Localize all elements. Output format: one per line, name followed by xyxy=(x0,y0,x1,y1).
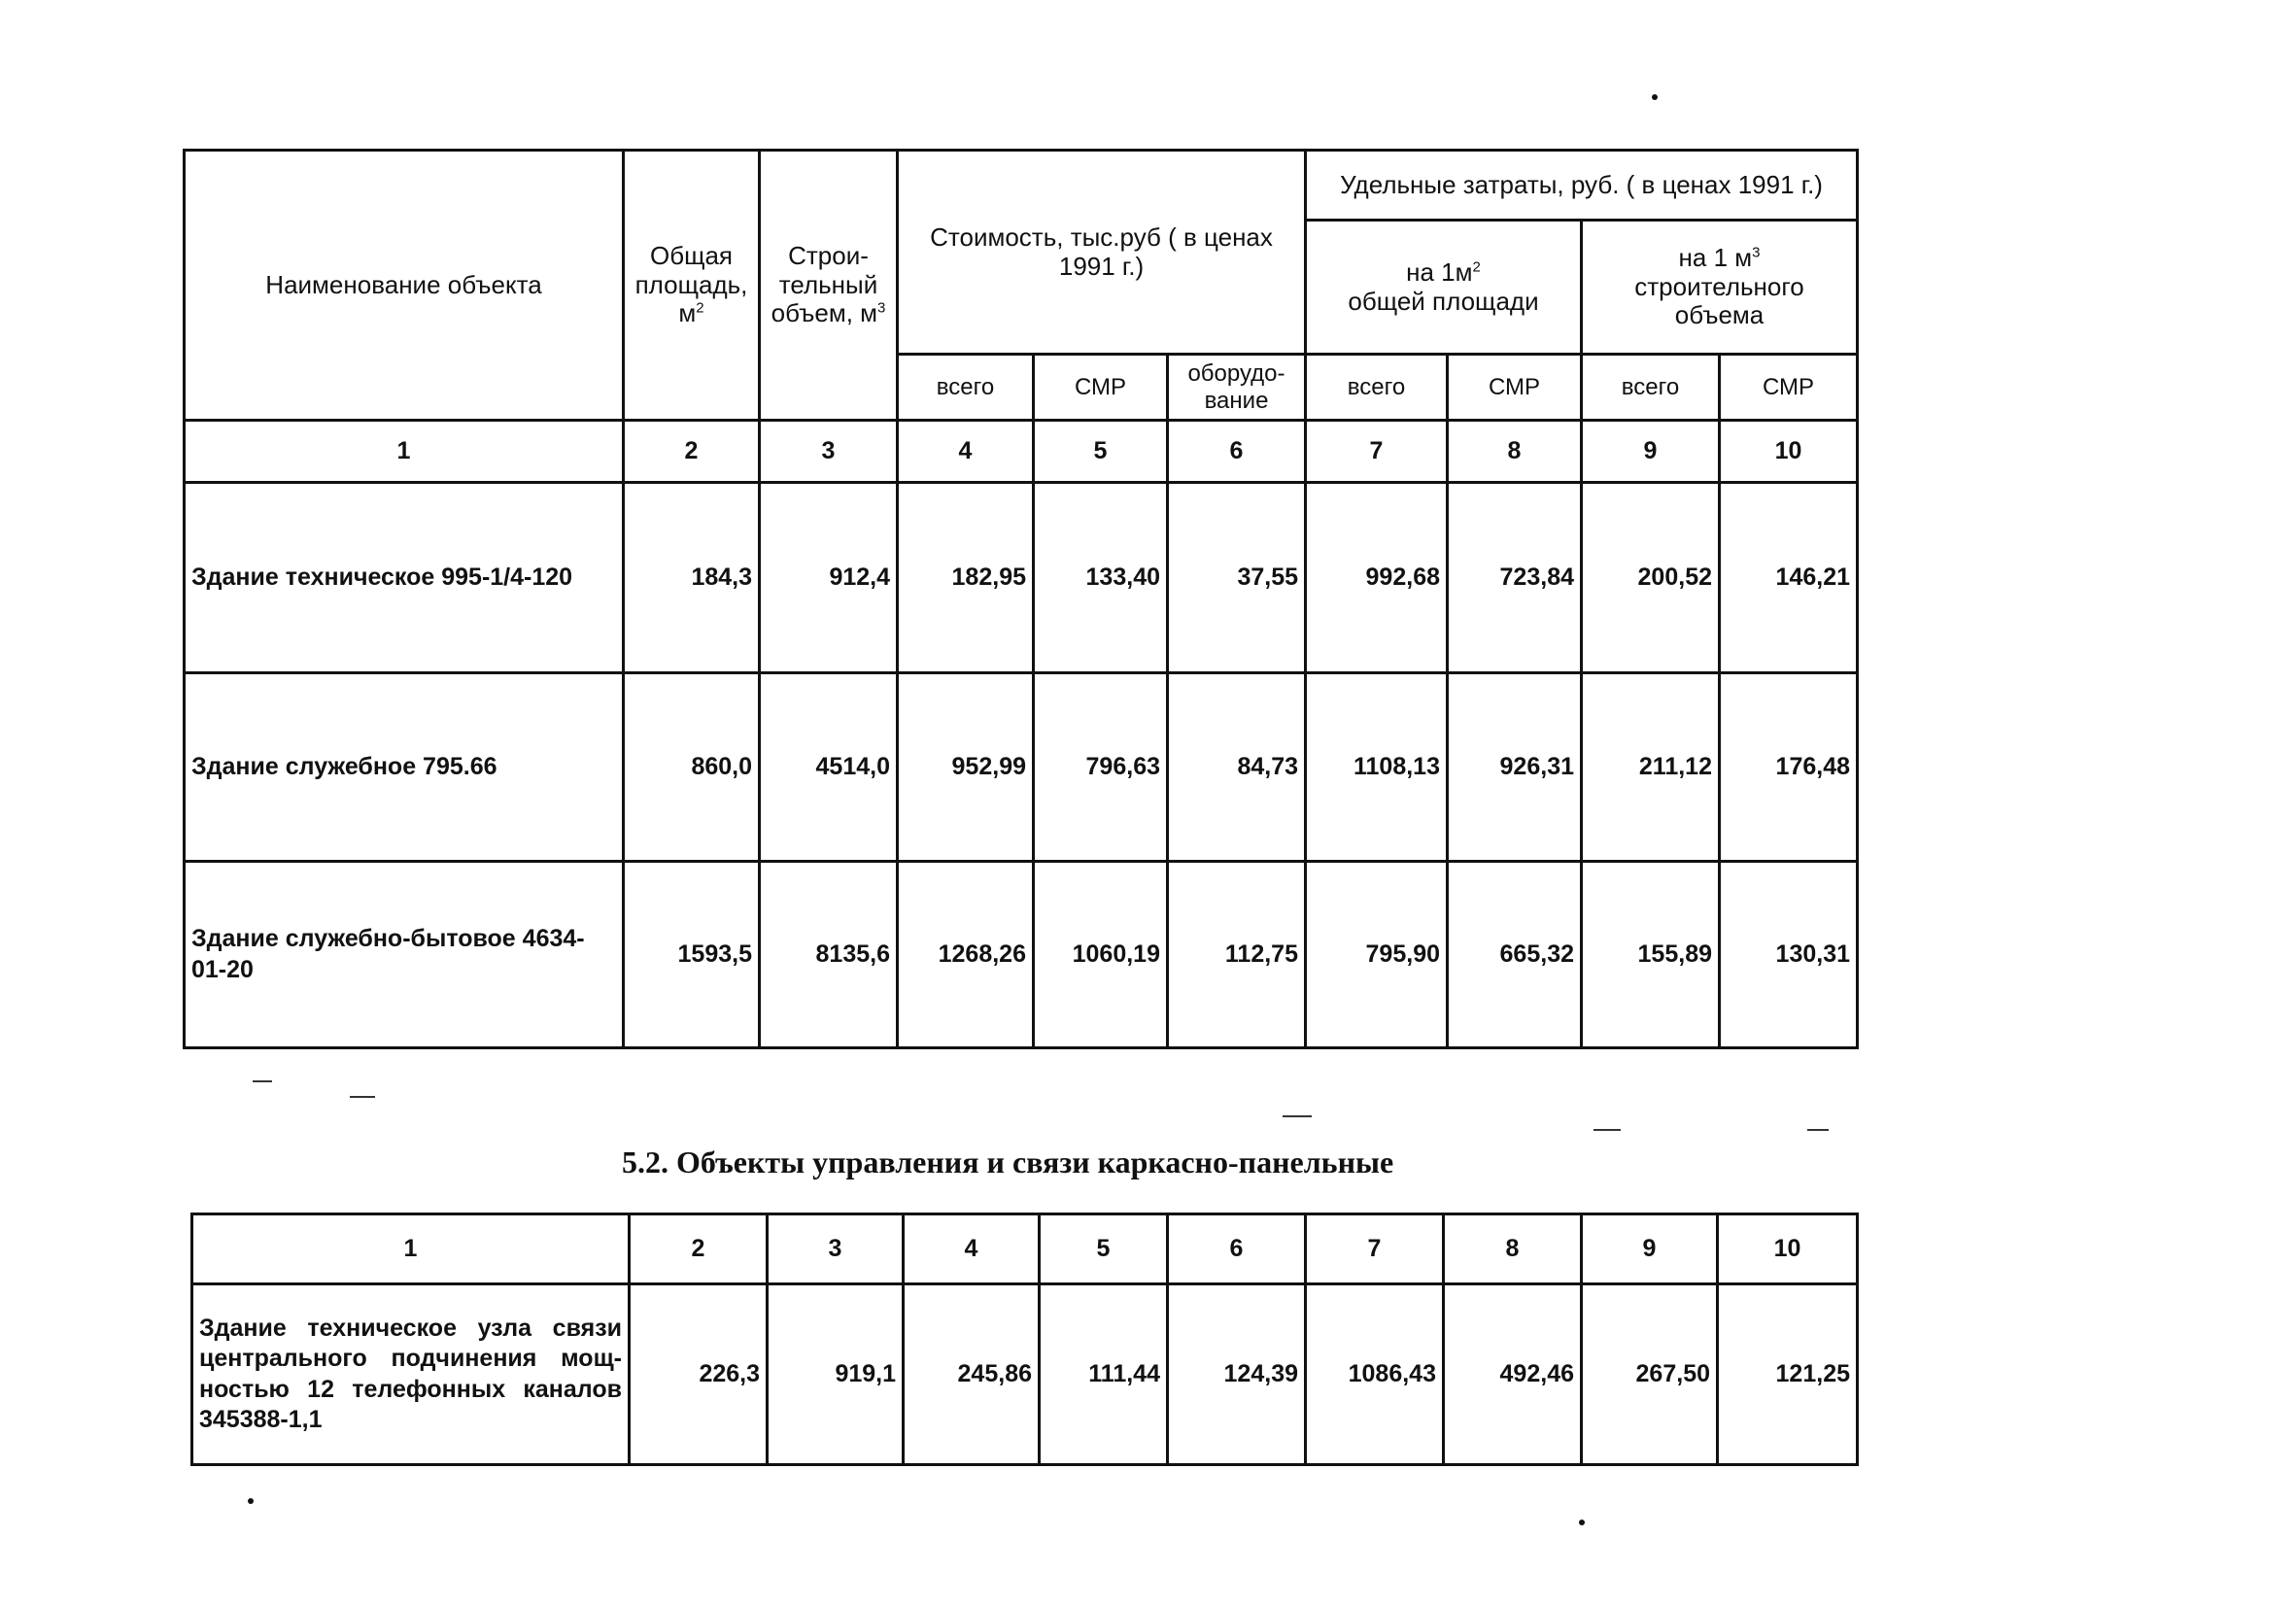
value-cell: 1593,5 xyxy=(624,862,760,1048)
value-cell: 919,1 xyxy=(768,1284,904,1465)
value-cell: 184,3 xyxy=(624,483,760,673)
col-number: 2 xyxy=(624,421,760,483)
column-number-row xyxy=(185,421,1858,483)
value-cell: 245,86 xyxy=(904,1284,1040,1465)
header-per-m3: на 1 $м^3$ строительного объема xyxy=(1582,221,1858,355)
col-number: 10 xyxy=(1720,421,1858,483)
sub-smr: СМР xyxy=(1720,355,1858,421)
scan-speck xyxy=(1579,1520,1585,1525)
value-cell: 952,99 xyxy=(898,673,1034,862)
scan-speck xyxy=(1283,1115,1312,1117)
scan-speck xyxy=(1807,1129,1829,1131)
object-name xyxy=(192,1284,630,1465)
scan-speck xyxy=(253,1080,272,1082)
value-cell: 111,44 xyxy=(1040,1284,1168,1465)
col-number: 5 xyxy=(1040,1214,1168,1284)
value-cell: 795,90 xyxy=(1306,862,1448,1048)
value-cell: 182,95 xyxy=(898,483,1034,673)
col-number: 3 xyxy=(768,1214,904,1284)
sub-total: всего xyxy=(898,355,1034,421)
value-cell: 37,55 xyxy=(1168,483,1306,673)
col-number: 6 xyxy=(1168,1214,1306,1284)
col-number: 6 xyxy=(1168,421,1306,483)
table-row xyxy=(185,862,1858,1048)
col-number: 7 xyxy=(1306,421,1448,483)
col-number: 9 xyxy=(1582,421,1720,483)
value-cell: 146,21 xyxy=(1720,483,1858,673)
sub-smr: СМР xyxy=(1448,355,1582,421)
value-cell: 4514,0 xyxy=(760,673,898,862)
header-unit-costs: Удельные затраты, руб. ( в ценах 1991 г.) xyxy=(1306,151,1858,221)
table-row xyxy=(185,673,1858,862)
value-cell: 133,40 xyxy=(1034,483,1168,673)
value-cell: 665,32 xyxy=(1448,862,1582,1048)
sub-total: всего xyxy=(1582,355,1720,421)
value-cell: 992,68 xyxy=(1306,483,1448,673)
cost-table xyxy=(183,149,1859,1049)
value-cell: 1268,26 xyxy=(898,862,1034,1048)
value-cell: 226,3 xyxy=(630,1284,768,1465)
value-cell: 211,12 xyxy=(1582,673,1720,862)
object-name: Здание техническое 995-1/4-120 xyxy=(185,483,624,673)
header-cost: Стоимость, тыс.руб ( в ценах 1991 г.) xyxy=(898,151,1306,355)
value-cell: 200,52 xyxy=(1582,483,1720,673)
value-cell: 796,63 xyxy=(1034,673,1168,862)
sub-equipment: оборудо-вание xyxy=(1168,355,1306,421)
col-number: 8 xyxy=(1448,421,1582,483)
sub-total: всего xyxy=(1306,355,1448,421)
scan-speck xyxy=(1593,1129,1621,1131)
value-cell: 926,31 xyxy=(1448,673,1582,862)
scan-speck xyxy=(248,1498,254,1504)
value-cell: 124,39 xyxy=(1168,1284,1306,1465)
value-cell: 492,46 xyxy=(1444,1284,1582,1465)
value-cell: 176,48 xyxy=(1720,673,1858,862)
scan-speck xyxy=(1652,94,1658,100)
scan-speck xyxy=(350,1096,375,1098)
value-cell: 155,89 xyxy=(1582,862,1720,1048)
column-number-row xyxy=(192,1214,1858,1284)
object-name-line: Здание техническое узла связи xyxy=(199,1315,622,1342)
col-number: 4 xyxy=(898,421,1034,483)
object-name-line: 345388-1,1 xyxy=(199,1405,323,1433)
cost-table-frame-panel xyxy=(190,1213,1859,1466)
col-number: 1 xyxy=(185,421,624,483)
col-number: 8 xyxy=(1444,1214,1582,1284)
value-cell: 912,4 xyxy=(760,483,898,673)
value-cell: 860,0 xyxy=(624,673,760,862)
value-cell: 1086,43 xyxy=(1306,1284,1444,1465)
table-row xyxy=(185,483,1858,673)
header-name: Наименование объекта xyxy=(185,151,624,421)
header-per-m2: на $1м^2$ общей площади xyxy=(1306,221,1582,355)
col-number: 1 xyxy=(192,1214,630,1284)
value-cell: 112,75 xyxy=(1168,862,1306,1048)
sub-smr: СМР xyxy=(1034,355,1168,421)
table-row xyxy=(192,1284,1858,1465)
header-volume: Строи-тельный объем, $м^3$ xyxy=(760,151,898,421)
value-cell: 1108,13 xyxy=(1306,673,1448,862)
object-name-line: центрального подчинения мощ- xyxy=(199,1345,622,1373)
section-title: 5.2. Объекты управления и связи каркасно-панельные xyxy=(622,1145,1394,1179)
col-number: 2 xyxy=(630,1214,768,1284)
value-cell: 723,84 xyxy=(1448,483,1582,673)
col-number: 10 xyxy=(1718,1214,1858,1284)
col-number: 7 xyxy=(1306,1214,1444,1284)
value-cell: 121,25 xyxy=(1718,1284,1858,1465)
value-cell: 1060,19 xyxy=(1034,862,1168,1048)
header-area: Общая площадь, $м^2$ xyxy=(624,151,760,421)
value-cell: 267,50 xyxy=(1582,1284,1718,1465)
col-number: 4 xyxy=(904,1214,1040,1284)
col-number: 5 xyxy=(1034,421,1168,483)
col-number: 3 xyxy=(760,421,898,483)
object-name-line: ностью 12 телефонных каналов xyxy=(199,1375,622,1403)
value-cell: 130,31 xyxy=(1720,862,1858,1048)
object-name: Здание служебное 795.66 xyxy=(185,673,624,862)
col-number: 9 xyxy=(1582,1214,1718,1284)
object-name: Здание служебно-бытовое 4634-01-20 xyxy=(185,862,624,1048)
value-cell: 8135,6 xyxy=(760,862,898,1048)
value-cell: 84,73 xyxy=(1168,673,1306,862)
